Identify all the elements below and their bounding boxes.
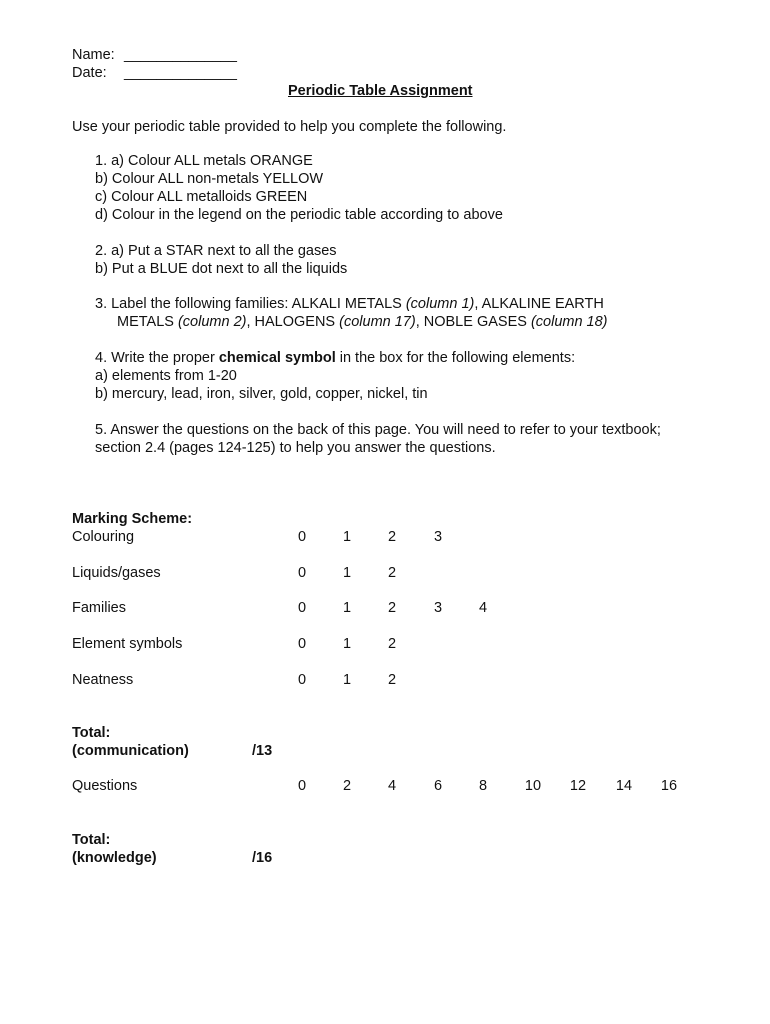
q3-mid2: , HALOGENS xyxy=(246,314,340,330)
marking-heading: Marking Scheme: xyxy=(72,511,193,527)
score-cell: 0 xyxy=(297,600,307,616)
q2-a: 2. a) Put a STAR next to all the gases xyxy=(95,243,337,259)
q4-prefix: 4. Write the proper xyxy=(95,350,219,366)
q3-col2: (column 2) xyxy=(177,314,247,330)
total-communication-sublabel: (communication) xyxy=(72,743,189,759)
q1-b: b) Colour ALL non-metals YELLOW xyxy=(95,171,324,187)
score-cell: 1 xyxy=(342,600,352,616)
q1-a: 1. a) Colour ALL metals ORANGE xyxy=(95,153,313,169)
row-label-colouring: Colouring xyxy=(72,529,135,545)
score-cell: 0 xyxy=(297,636,307,652)
row-label-questions: Questions xyxy=(72,778,138,794)
q4-b: b) mercury, lead, iron, silver, gold, copper, nickel, tin xyxy=(95,386,428,402)
score-cell: 2 xyxy=(387,600,397,616)
q3-col18: (column 18) xyxy=(530,314,608,330)
score-cell: 1 xyxy=(342,636,352,652)
score-cell: 0 xyxy=(297,672,307,688)
row-label-liquids-gases: Liquids/gases xyxy=(72,565,161,581)
score-cell: 2 xyxy=(342,778,352,794)
score-cell: 0 xyxy=(297,778,307,794)
name-field[interactable]: ______________ xyxy=(124,47,237,63)
date-field[interactable]: ______________ xyxy=(124,65,237,81)
q1-c: c) Colour ALL metalloids GREEN xyxy=(95,189,308,205)
score-cell: 3 xyxy=(433,600,443,616)
total-knowledge-label: Total: xyxy=(72,832,111,848)
q4-line1 xyxy=(95,349,575,367)
score-cell: 2 xyxy=(387,636,397,652)
q2-b: b) Put a BLUE dot next to all the liquids xyxy=(95,261,348,277)
score-cell: 2 xyxy=(387,529,397,545)
score-cell: 3 xyxy=(433,529,443,545)
q4-a: a) elements from 1-20 xyxy=(95,368,237,384)
score-cell: 10 xyxy=(524,778,542,794)
score-cell: 0 xyxy=(297,529,307,545)
score-cell: 14 xyxy=(615,778,633,794)
total-knowledge-sublabel: (knowledge) xyxy=(72,850,157,866)
score-cell: 2 xyxy=(387,672,397,688)
row-label-element-symbols: Element symbols xyxy=(72,636,183,652)
score-cell: 1 xyxy=(342,529,352,545)
row-label-families: Families xyxy=(72,600,126,616)
q3-line2 xyxy=(117,313,608,331)
q3-col17: (column 17) xyxy=(339,314,416,330)
score-cell: 4 xyxy=(478,600,488,616)
score-cell: 16 xyxy=(660,778,678,794)
score-cell: 6 xyxy=(433,778,443,794)
name-label: Name: xyxy=(72,47,115,63)
page-title: Periodic Table Assignment xyxy=(288,83,473,99)
row-label-neatness: Neatness xyxy=(72,672,134,688)
q3-prefix: 3. Label the following families: ALKALI METALS xyxy=(95,296,406,312)
q5-line2: section 2.4 (pages 124-125) to help you answer the questions. xyxy=(95,440,496,456)
q3-col1: (column 1) xyxy=(405,296,475,312)
q4-bold: chemical symbol xyxy=(218,350,336,366)
score-cell: 8 xyxy=(478,778,488,794)
total-knowledge-value: /16 xyxy=(252,850,273,866)
score-cell: 1 xyxy=(342,672,352,688)
q4-suffix: in the box for the following elements: xyxy=(335,350,576,366)
q3-line1 xyxy=(95,295,604,313)
total-communication-label: Total: xyxy=(72,725,111,741)
q3-line2-a: METALS xyxy=(117,314,178,330)
intro-text: Use your periodic table provided to help you complete the following. xyxy=(72,119,507,135)
score-cell: 2 xyxy=(387,565,397,581)
q1-d: d) Colour in the legend on the periodic table according to above xyxy=(95,207,503,223)
q3-mid3: , NOBLE GASES xyxy=(415,314,531,330)
total-communication-value: /13 xyxy=(252,743,273,759)
q5-line1: 5. Answer the questions on the back of this page. You will need to refer to your textbook; xyxy=(95,422,661,438)
q3-mid1: , ALKALINE EARTH xyxy=(474,296,604,312)
score-cell: 0 xyxy=(297,565,307,581)
score-cell: 4 xyxy=(387,778,397,794)
score-cell: 1 xyxy=(342,565,352,581)
date-label: Date: xyxy=(72,65,107,81)
score-cell: 12 xyxy=(569,778,587,794)
